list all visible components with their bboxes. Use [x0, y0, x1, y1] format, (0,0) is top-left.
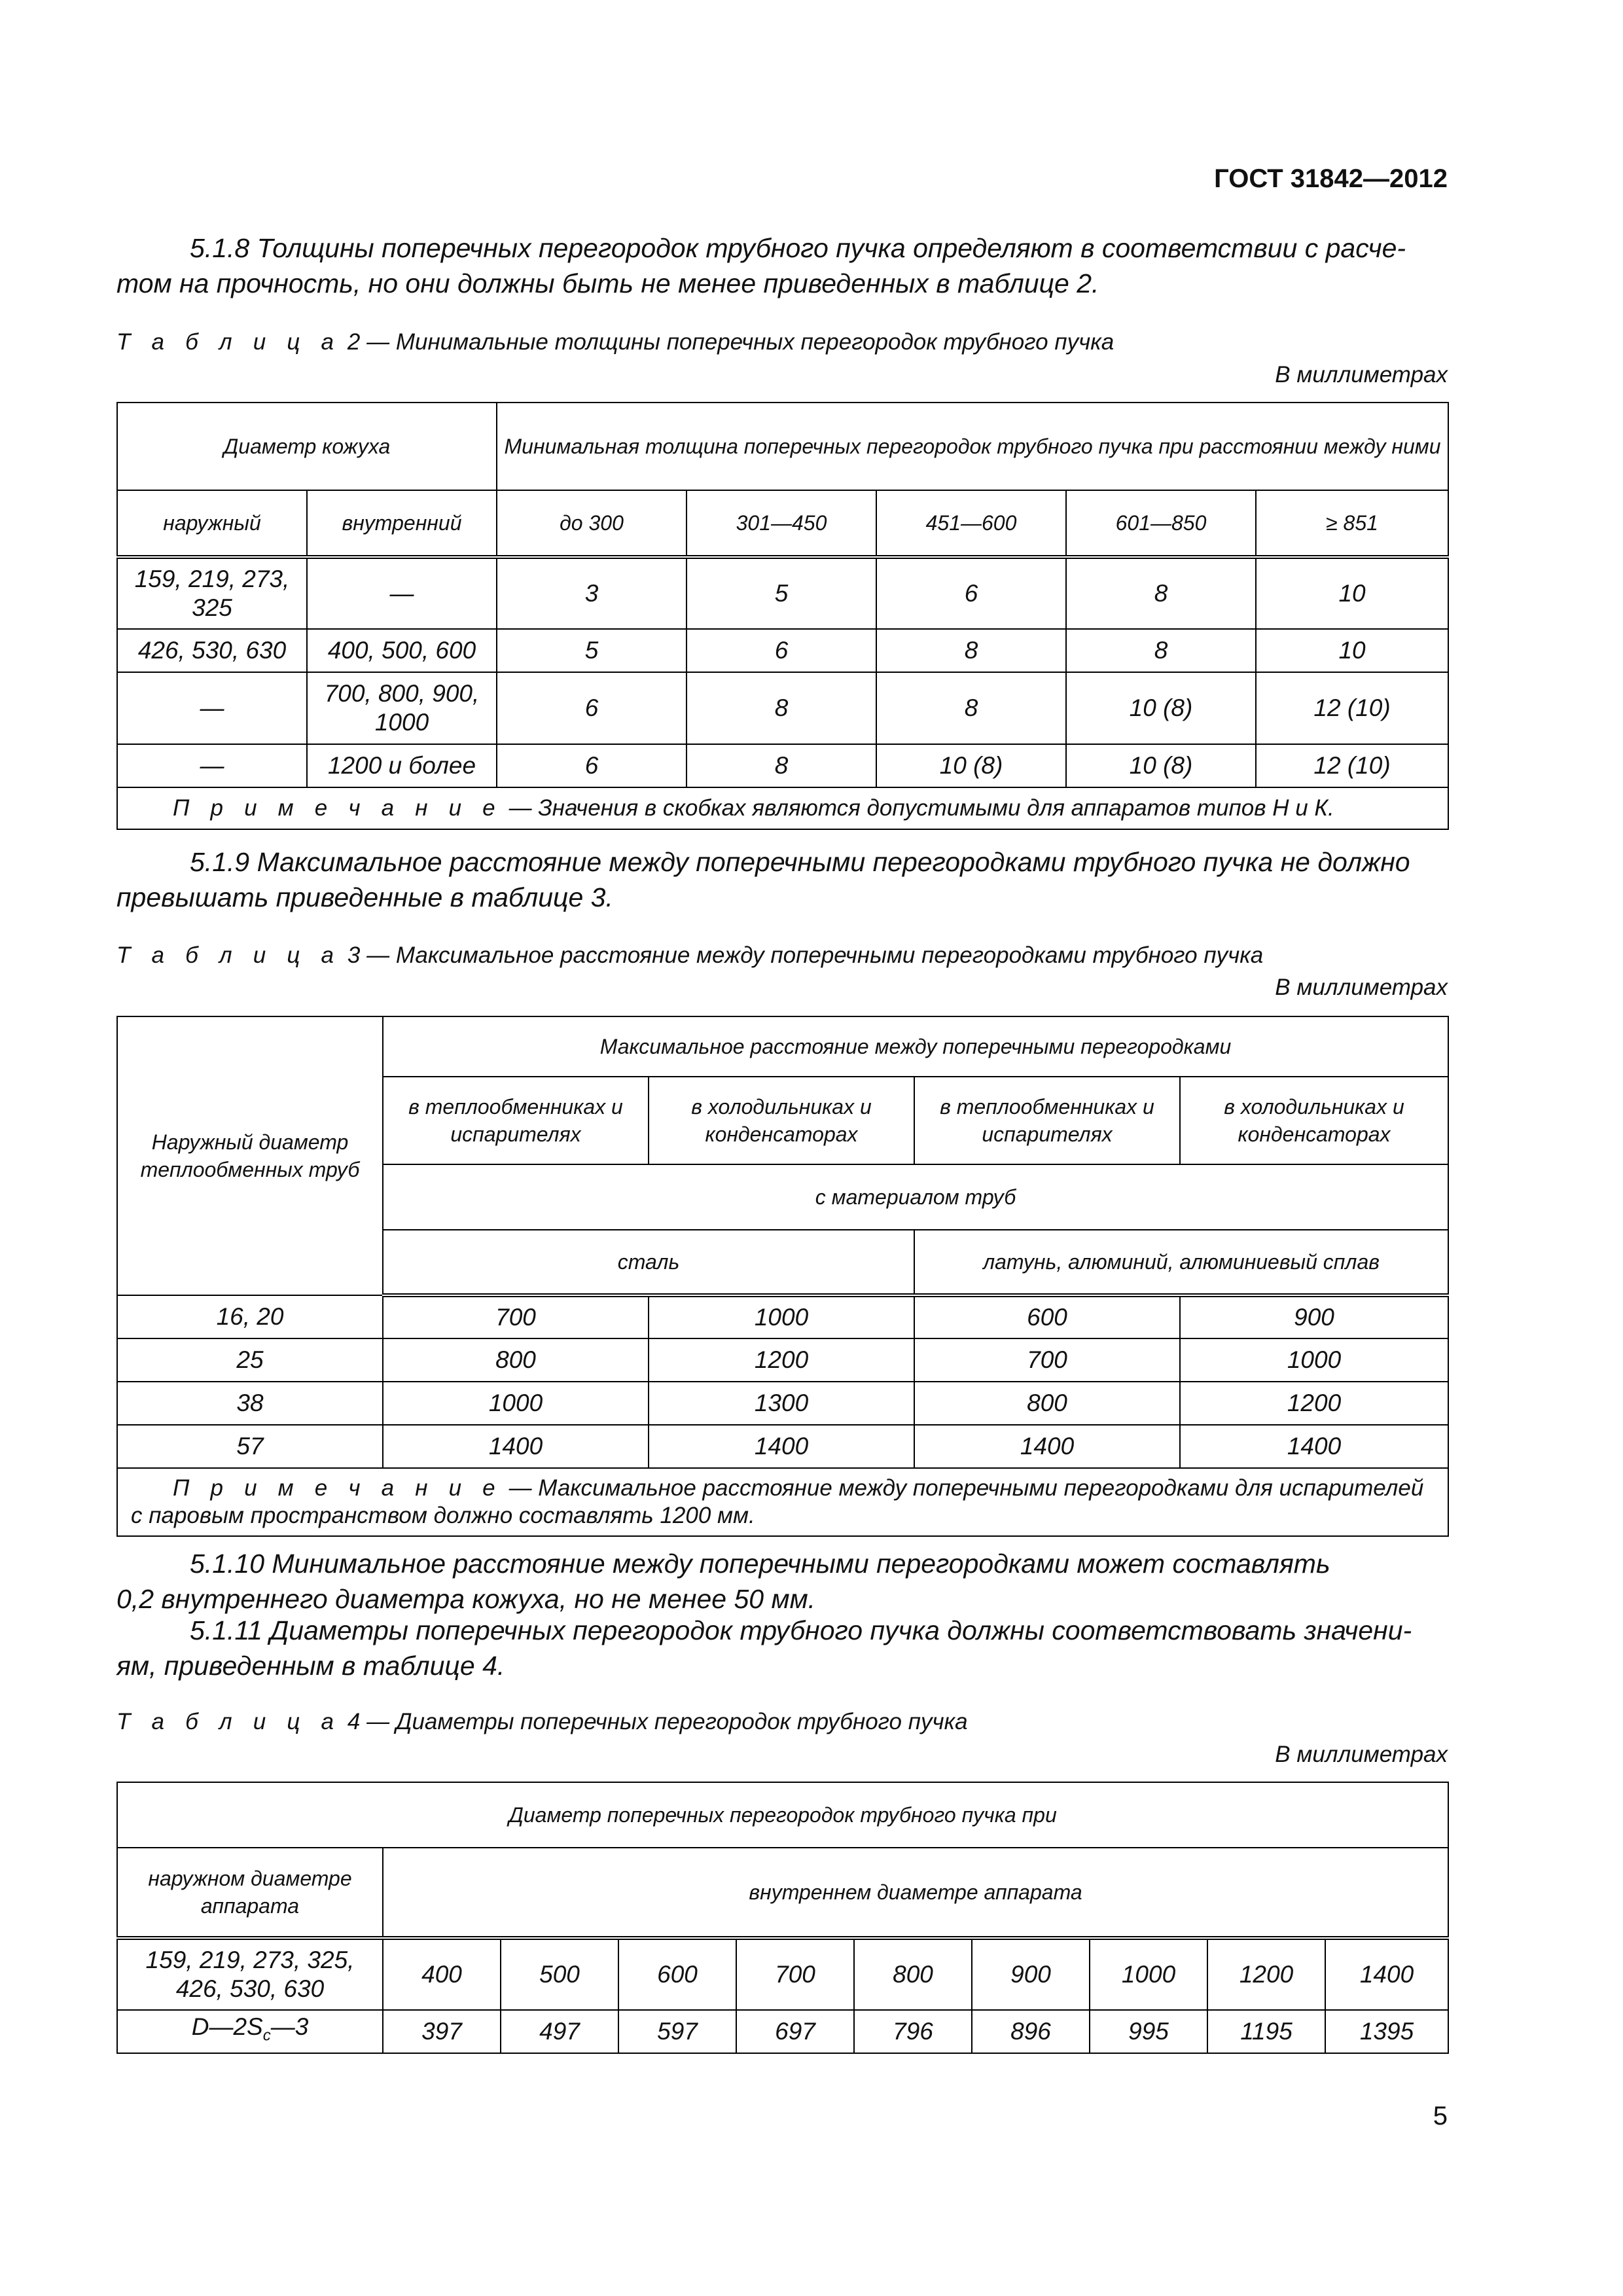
cell-value: 1400 [914, 1425, 1180, 1468]
cell-value: 10 [1256, 629, 1448, 672]
cell-value: 995 [1090, 2010, 1207, 2053]
cell-value: 1400 [383, 1425, 649, 1468]
paragraph-line: 5.1.11 Диаметры поперечных перегородок трубного пучка должны соответствовать значени- [190, 1615, 1412, 1645]
cell-value: 700 [914, 1338, 1180, 1382]
table-3-note [117, 1468, 1448, 1536]
cell-inner: 400, 500, 600 [307, 629, 497, 672]
table-label: Т а б л и ц а [116, 942, 342, 968]
cell-diameter: 57 [117, 1425, 383, 1468]
table-4-caption [116, 1707, 1448, 1737]
table-row [117, 629, 1448, 672]
cell-value: 6 [687, 629, 876, 672]
table-4 [116, 1782, 1449, 2054]
cell-value: 12 (10) [1256, 744, 1448, 787]
table-row [117, 1425, 1448, 1468]
cell-value: 600 [914, 1295, 1180, 1338]
table-2 [116, 402, 1449, 830]
cell-inner: 1200 и более [307, 744, 497, 787]
header-group: в холодильниках и конденсаторах [649, 1077, 914, 1164]
cell-value: 497 [501, 2010, 618, 2053]
cell-value: 10 [1256, 557, 1448, 629]
header-steel: сталь [383, 1230, 914, 1295]
cell-value: 10 (8) [1066, 744, 1256, 787]
cell-value: 1200 [649, 1338, 914, 1382]
paragraph-line: превышать приведенные в таблице 3. [116, 882, 613, 912]
cell-value: 600 [618, 1938, 736, 2010]
cell-outer: — [117, 744, 307, 787]
cell-value: 1000 [649, 1295, 914, 1338]
table-title: 3 — Максимальное расстояние между поперечными перегородками трубного пучка [347, 942, 1264, 968]
cell-diameter: 16, 20 [117, 1295, 383, 1338]
header-shell-diameter: Диаметр кожуха [117, 403, 497, 490]
cell-value: 796 [854, 2010, 972, 2053]
cell-value: 6 [876, 557, 1066, 629]
header-tube-diameter: Наружный диаметр теплообменных труб [117, 1016, 383, 1295]
paragraph-line: 5.1.8 Толщины поперечных перегородок трубного пучка определяют в соответствии с расче- [190, 233, 1406, 263]
table-row [117, 1382, 1448, 1425]
cell-value: 8 [876, 629, 1066, 672]
cell-inner: 700, 800, 900, 1000 [307, 672, 497, 744]
header-distance: 601—850 [1066, 490, 1256, 557]
table-row [117, 2010, 1448, 2053]
cell-value: 8 [876, 672, 1066, 744]
paragraph-5-1-10 [116, 1546, 1448, 1617]
cell-value: 800 [854, 1938, 972, 2010]
cell-value: 10 (8) [876, 744, 1066, 787]
cell-value: 1000 [383, 1382, 649, 1425]
table-label: Т а б л и ц а [116, 329, 342, 355]
cell-value: 500 [501, 1938, 618, 2010]
cell-value: 8 [687, 744, 876, 787]
table-row [117, 1338, 1448, 1382]
document-code: ГОСТ 31842—2012 [1214, 164, 1448, 193]
cell-outer: 159, 219, 273, 325 [117, 557, 307, 629]
header-distance: ≥ 851 [1256, 490, 1448, 557]
cell-value: 10 (8) [1066, 672, 1256, 744]
note-text: — Максимальное расстояние между поперечными перегородками для испарителей с паровым пространством должно составлять 1200 мм. [131, 1475, 1424, 1528]
cell-value: 1400 [1325, 1938, 1448, 2010]
cell-outer: — [117, 672, 307, 744]
paragraph-5-1-11 [116, 1613, 1448, 1683]
header-material: с материалом труб [383, 1164, 1448, 1230]
header-group: в холодильниках и конденсаторах [1180, 1077, 1448, 1164]
cell-value: 400 [383, 1938, 501, 2010]
table-row [117, 744, 1448, 787]
header-inner: внутренний [307, 490, 497, 557]
header-min-thickness: Минимальная толщина поперечных перегородок трубного пучка при расстоянии между ними [497, 403, 1448, 490]
cell-value: 800 [383, 1338, 649, 1382]
header-distance: до 300 [497, 490, 687, 557]
table-row [117, 1295, 1448, 1338]
table-title: 2 — Минимальные толщины поперечных перегородок трубного пучка [347, 329, 1115, 355]
formula-subscript: c [262, 2026, 271, 2045]
header-brass: латунь, алюминий, алюминиевый сплав [914, 1230, 1448, 1295]
paragraph-5-1-8 [116, 230, 1448, 301]
cell-inner: — [307, 557, 497, 629]
cell-value: 700 [383, 1295, 649, 1338]
cell-value: 5 [687, 557, 876, 629]
cell-row-label: 159, 219, 273, 325, 426, 530, 630 [117, 1938, 383, 2010]
header-outer: наружном диаметре аппарата [117, 1848, 383, 1938]
table-4-units: В миллиметрах [1275, 1742, 1448, 1767]
header-group: в теплообменниках и испарителях [383, 1077, 649, 1164]
note-label: П р и м е ч а н и е [173, 1475, 503, 1501]
cell-value: 900 [972, 1938, 1090, 2010]
cell-formula [117, 2010, 383, 2053]
page-number: 5 [1433, 2102, 1448, 2130]
header-max-distance: Максимальное расстояние между поперечными перегородками [383, 1016, 1448, 1077]
table-3-units: В миллиметрах [1275, 975, 1448, 1000]
cell-value: 397 [383, 2010, 501, 2053]
cell-value: 597 [618, 2010, 736, 2053]
header-top: Диаметр поперечных перегородок трубного пучка при [117, 1782, 1448, 1848]
cell-value: 8 [1066, 557, 1256, 629]
cell-value: 1300 [649, 1382, 914, 1425]
cell-value: 1000 [1090, 1938, 1207, 2010]
formula-tail: —3 [270, 2013, 309, 2041]
cell-value: 1395 [1325, 2010, 1448, 2053]
paragraph-line: 5.1.10 Минимальное расстояние между поперечными перегородками может составлять [190, 1549, 1330, 1579]
paragraph-line: ям, приведенным в таблице 4. [116, 1651, 505, 1681]
cell-value: 12 (10) [1256, 672, 1448, 744]
header-outer: наружный [117, 490, 307, 557]
cell-value: 700 [736, 1938, 854, 2010]
table-3 [116, 1016, 1449, 1537]
cell-value: 1400 [649, 1425, 914, 1468]
table-2-note [117, 787, 1448, 829]
table-title: 4 — Диаметры поперечных перегородок трубного пучка [347, 1709, 968, 1734]
paragraph-line: том на прочность, но они должны быть не менее приведенных в таблице 2. [116, 268, 1099, 298]
note-label: П р и м е ч а н и е [173, 795, 503, 821]
cell-value: 1000 [1180, 1338, 1448, 1382]
cell-diameter: 38 [117, 1382, 383, 1425]
cell-value: 6 [497, 744, 687, 787]
table-2-units: В миллиметрах [1275, 362, 1448, 387]
header-distance: 451—600 [876, 490, 1066, 557]
table-3-caption [116, 941, 1448, 971]
table-row [117, 672, 1448, 744]
paragraph-line: 0,2 внутреннего диаметра кожуха, но не менее 50 мм. [116, 1584, 816, 1614]
cell-value: 5 [497, 629, 687, 672]
table-2-caption [116, 327, 1448, 357]
cell-value: 1200 [1207, 1938, 1325, 2010]
table-label: Т а б л и ц а [116, 1709, 342, 1734]
cell-value: 8 [687, 672, 876, 744]
cell-outer: 426, 530, 630 [117, 629, 307, 672]
cell-value: 8 [1066, 629, 1256, 672]
table-row [117, 1938, 1448, 2010]
cell-value: 3 [497, 557, 687, 629]
cell-value: 800 [914, 1382, 1180, 1425]
cell-value: 6 [497, 672, 687, 744]
paragraph-5-1-9 [116, 844, 1448, 915]
header-group: в теплообменниках и испарителях [914, 1077, 1180, 1164]
cell-value: 896 [972, 2010, 1090, 2053]
cell-value: 900 [1180, 1295, 1448, 1338]
header-inner: внутреннем диаметре аппарата [383, 1848, 1448, 1938]
table-row [117, 557, 1448, 629]
paragraph-line: 5.1.9 Максимальное расстояние между поперечными перегородками трубного пучка не должно [190, 847, 1410, 877]
cell-value: 1195 [1207, 2010, 1325, 2053]
header-distance: 301—450 [687, 490, 876, 557]
cell-value: 1200 [1180, 1382, 1448, 1425]
note-text: — Значения в скобках являются допустимыми для аппаратов типов Н и К. [502, 795, 1334, 821]
cell-value: 697 [736, 2010, 854, 2053]
cell-value: 1400 [1180, 1425, 1448, 1468]
cell-diameter: 25 [117, 1338, 383, 1382]
formula-main: D—2S [191, 2013, 263, 2041]
